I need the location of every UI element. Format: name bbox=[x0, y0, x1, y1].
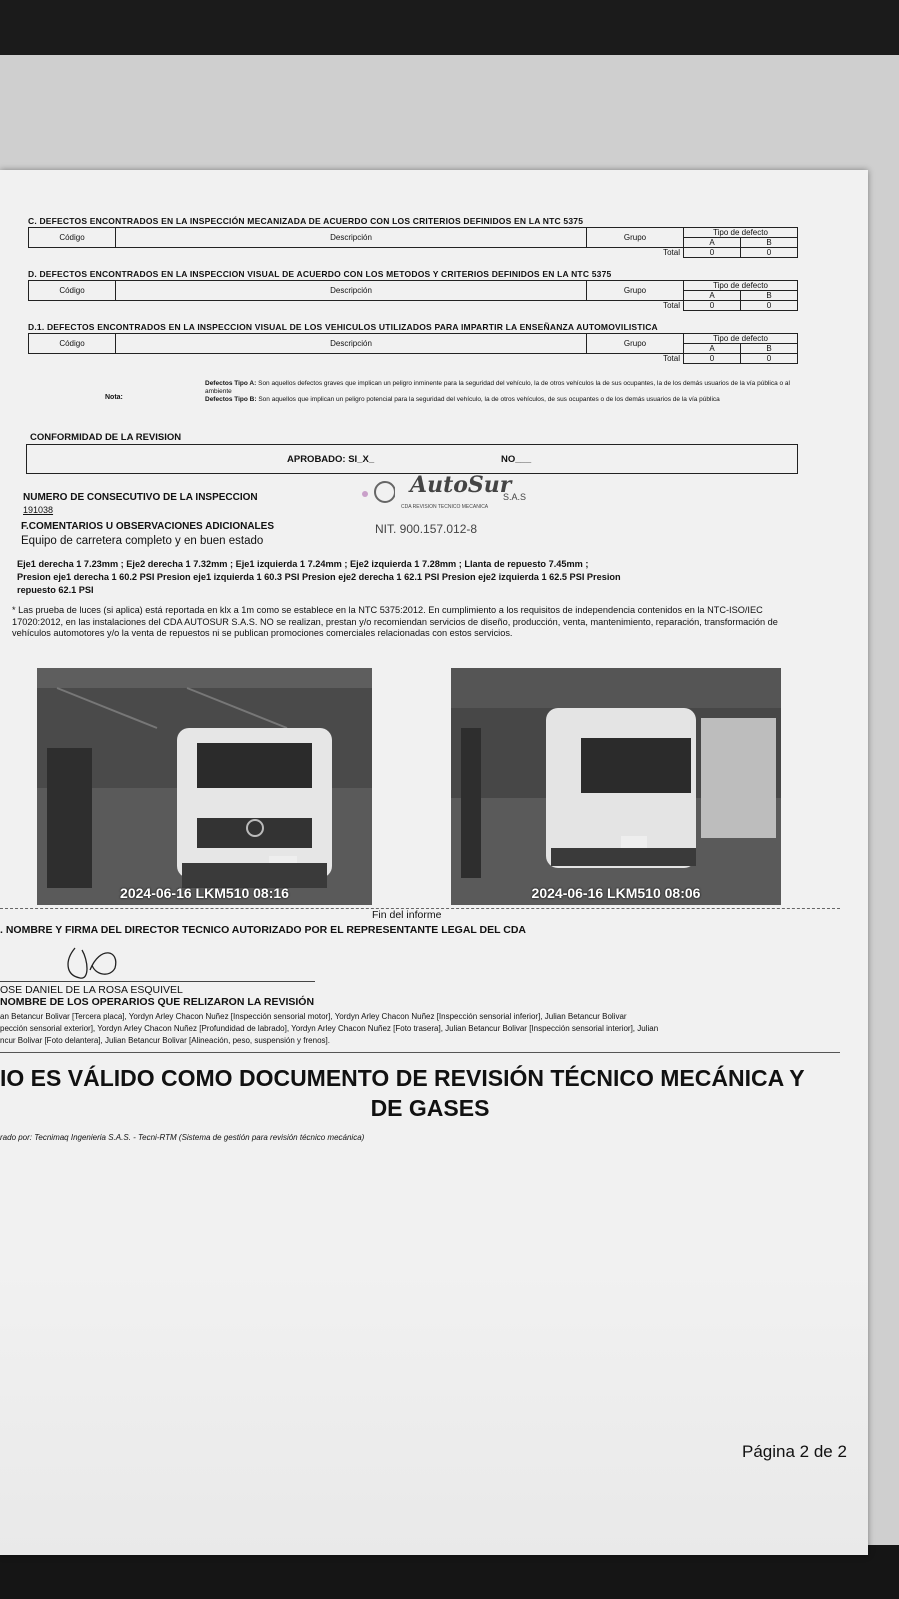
fin-informe: Fin del informe bbox=[372, 909, 442, 921]
aprobado-si: APROBADO: SI_X_ bbox=[287, 454, 375, 465]
director-name: OSE DANIEL DE LA ROSA ESQUIVEL bbox=[0, 984, 183, 996]
consecutivo-label: NUMERO DE CONSECUTIVO DE LA INSPECCION bbox=[23, 492, 258, 503]
photo-front-timestamp: 2024-06-16 LKM510 08:16 bbox=[120, 885, 289, 901]
operarios-title: NOMBRE DE LOS OPERARIOS QUE RELIZARON LA REVISIÓN bbox=[0, 996, 315, 1008]
vehicle-photo-rear bbox=[451, 668, 781, 905]
vehicle-photo-front bbox=[37, 668, 372, 905]
page-number: Página 2 de 2 bbox=[742, 1442, 847, 1461]
signature-line bbox=[0, 981, 315, 982]
operarios-line2: pección sensorial exterior], Yordyn Arley Chacon Nuñez [Profundidad de labrado], Yordyn Arley Chacon Nuñez [Foto trasera], Julian Betancur Bolivar [Inspección sensorial interior], Julian bbox=[0, 1024, 659, 1033]
aviso-line1: IO ES VÁLIDO COMO DOCUMENTO DE REVISIÓN TÉCNICO MECÁNICA Y bbox=[0, 1065, 805, 1091]
director-signature bbox=[60, 940, 130, 985]
section-c-table: Código Descripción Grupo Tipo de defecto A B Total 0 0 bbox=[28, 227, 798, 258]
stamp-logo-icon bbox=[355, 476, 395, 506]
photo-rear-timestamp: 2024-06-16 LKM510 08:06 bbox=[531, 885, 701, 901]
comentarios-label: F.COMENTARIOS U OBSERVACIONES ADICIONALES bbox=[21, 521, 274, 532]
aviso-line2: DE GASES bbox=[370, 1095, 490, 1121]
operarios-divider bbox=[0, 1052, 840, 1053]
section-c-title: C. DEFECTOS ENCONTRADOS EN LA INSPECCIÓN MECANIZADA DE ACUERDO CON LOS CRITERIOS DEFINIDOS EN LA NTC 5375 bbox=[28, 216, 584, 226]
comentarios-line4: repuesto 62.1 PSI bbox=[17, 585, 94, 595]
aprobado-no: NO___ bbox=[501, 454, 532, 465]
consecutivo-value: 191038 bbox=[23, 505, 54, 515]
nota-text: Defectos Tipo A: Son aquellos defectos graves que implican un peligro inminente para la seguridad del vehículo, la de otros vehículos la de sus ocupantes, la de los demás usuarios de la vía pública o al ambiente Defectos Tipo B: Son aquellos que implican un peligro potencial para la seguridad del vehículo, la de otros vehículos, de sus ocupantes o de los demás usuarios de la vía pública bbox=[205, 380, 790, 403]
firma-title: . NOMBRE Y FIRMA DEL DIRECTOR TECNICO AUTORIZADO POR EL REPRESENTANTE LEGAL DEL CDA bbox=[0, 924, 527, 936]
comentarios-line3: Presion eje1 derecha 1 60.2 PSI Presion eje1 izquierda 1 60.3 PSI Presion eje2 derecha 1 62.1 PSI Presion eje2 izquierda 1 62.5 PSI Presion bbox=[17, 572, 621, 582]
disclaimer-text: * Las prueba de luces (si aplica) está reportada en klx a 1m como se establece en la NTC 5375:2012. En cumplimiento a los requisitos de independencia contenidos en la NTC-ISO/IEC 17020:2012, en las instalaciones del CDA AUTOSUR S.A.S. NO se realizan, prestan y/o recomiendan servicios de diseño, producción, venta, mantenimiento, reparación, transformación de vehículos automotores y/o la venta de repuestos ni se publican promociones comerciales relacionadas con estos servicios. bbox=[12, 605, 778, 638]
section-d-table: Código Descripción Grupo Tipo de defecto A B Total 0 0 bbox=[28, 280, 798, 311]
comentarios-line1: Equipo de carretera completo y en buen estado bbox=[21, 535, 264, 547]
operarios-line3: ncur Bolivar [Foto delantera], Julian Betancur Bolivar [Alineación, peso, suspensión y frenos]. bbox=[0, 1036, 330, 1045]
section-d1-table: Código Descripción Grupo Tipo de defecto A B Total 0 0 bbox=[28, 333, 798, 364]
section-d-title: D. DEFECTOS ENCONTRADOS EN LA INSPECCION VISUAL DE ACUERDO CON LOS METODOS Y CRITERIOS DEFINIDOS EN LA NTC 5375 bbox=[28, 269, 612, 279]
conformidad-title: CONFORMIDAD DE LA REVISION bbox=[30, 432, 182, 443]
section-d1 bbox=[28, 322, 798, 364]
generado-por: rado por: Tecnimaq Ingenieria S.A.S. - Tecni-RTM (Sistema de gestión para revisión técnico mecánica) bbox=[0, 1133, 365, 1142]
cda-stamp: AutoSur S.A.S CDA REVISION TECNICO MECANICA NIT. 900.157.012-8 bbox=[355, 470, 545, 540]
section-c bbox=[28, 216, 798, 258]
section-d1-title: D.1. DEFECTOS ENCONTRADOS EN LA INSPECCION VISUAL DE LOS VEHICULOS UTILIZADOS PARA IMPARTIR LA ENSEÑANZA AUTOMOVILISTICA bbox=[28, 322, 658, 332]
nota-label: Nota: bbox=[105, 394, 123, 401]
operarios-line1: an Betancur Bolivar [Tercera placa], Yordyn Arley Chacon Nuñez [Inspección sensorial motor], Yordyn Arley Chacon Nuñez [Inspección sensorial inferior], Julian Betancur Bolivar bbox=[0, 1012, 627, 1021]
vehicle-front-image bbox=[37, 668, 372, 905]
section-d bbox=[28, 269, 798, 311]
vehicle-rear-image bbox=[451, 668, 781, 905]
comentarios-line2: Eje1 derecha 1 7.23mm ; Eje2 derecha 1 7.32mm ; Eje1 izquierda 1 7.24mm ; Eje2 izquierda 1 7.28mm ; Llanta de repuesto 7.45mm ; bbox=[17, 559, 589, 569]
